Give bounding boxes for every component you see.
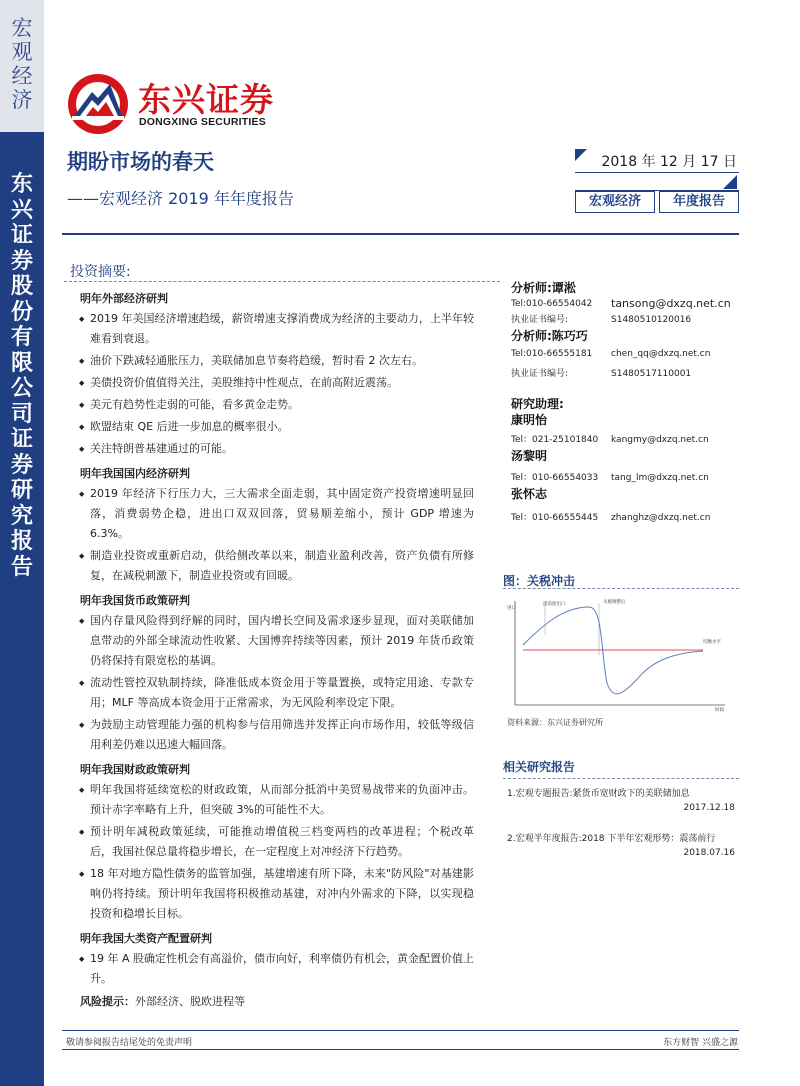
sidebar-company-char: 告 bbox=[10, 554, 33, 580]
related-report bbox=[507, 787, 737, 815]
cert-number: S1480510120016 bbox=[611, 315, 692, 325]
sidebar-category-char: 观 bbox=[11, 40, 33, 64]
summary-bullet: ◆ 19 年 A 股确定性机会有高溢价，债市向好，利率债仍有机会，黄金配置价值上升。 bbox=[80, 949, 474, 989]
sidebar-company-char: 份 bbox=[10, 299, 33, 325]
report-title: 期盼市场的春天 bbox=[67, 150, 214, 174]
sidebar-company-char: 兴 bbox=[10, 197, 33, 223]
summary-bullet: ◆ 2019 年美国经济增速趋缓，薪资增速支撑消费成为经济的主要动力，上半年较难看到衰退。 bbox=[80, 309, 474, 349]
risk-text: 外部经济、脱欧进程等 bbox=[135, 995, 245, 1008]
analyst-contact bbox=[511, 346, 741, 362]
summary-heading: 投资摘要: bbox=[70, 264, 131, 280]
footer-rule bbox=[62, 1049, 739, 1050]
cert-label: 执业证书编号: bbox=[511, 369, 569, 379]
assistant-name: 汤黎明 bbox=[511, 449, 548, 463]
summary-bullet: ◆ 油价下跌减轻通胀压力，美联储加息节奏将趋缓，暂时看 2 次左右。 bbox=[80, 351, 474, 371]
analyst-email: chen_qq@dxzq.net.cn bbox=[611, 349, 711, 359]
related-report bbox=[507, 832, 737, 860]
assistant-email: kangmy@dxzq.net.cn bbox=[611, 435, 709, 445]
assistant-contact bbox=[511, 510, 741, 526]
cert-label: 执业证书编号: bbox=[511, 315, 569, 325]
sidebar-category-char: 经 bbox=[11, 64, 33, 88]
summary-section-title: 明年我国国内经济研判 bbox=[80, 467, 190, 480]
related-report-title: 1.宏观专题报告:紧货币宽财政下的美联储加息 bbox=[507, 789, 690, 799]
sidebar-company-char: 司 bbox=[10, 401, 33, 427]
assistant-tel: Tel：010-66555445 bbox=[511, 513, 599, 523]
report-type-tag: 年度报告 bbox=[659, 191, 739, 213]
summary-bullet: ◆ 欧盟结束 QE 后进一步加息的概率很小。 bbox=[80, 417, 474, 437]
summary-bullet: ◆ 美债投资价值值得关注，美股维持中性观点，在前高附近震荡。 bbox=[80, 373, 474, 393]
summary-bullet: ◆ 流动性管控双轨制持续，降准低成本资金用于等量置换，或特定用途、专款专用；MLF 等高成本资金用于正常需求，为无风险利率设定下限。 bbox=[80, 673, 474, 713]
summary-section-title: 明年我国财政政策研判 bbox=[80, 763, 190, 776]
assistant-contact bbox=[511, 470, 741, 486]
sidebar-company-char: 究 bbox=[10, 503, 33, 529]
header-divider bbox=[62, 233, 739, 235]
figure-title: 图：关税冲击 bbox=[503, 574, 576, 588]
sidebar-company bbox=[0, 132, 44, 1086]
corner-triangle-icon bbox=[723, 175, 737, 189]
sidebar-company-char: 公 bbox=[10, 376, 33, 401]
report-subtitle: ——宏观经济 2019 年年度报告 bbox=[67, 189, 294, 208]
diagram-import-curve bbox=[523, 607, 703, 694]
summary-section-title: 明年我国货币政策研判 bbox=[80, 594, 190, 607]
logo-chinese-name: 东兴证券 bbox=[138, 80, 274, 119]
summary-section-title: 明年外部经济研判 bbox=[80, 292, 168, 305]
analyst-tel: Tel:010-66555181 bbox=[511, 349, 593, 359]
sidebar-company-label bbox=[0, 172, 44, 580]
tariff-shock-diagram bbox=[503, 595, 739, 713]
report-date: 2018 年 12 月 17 日 bbox=[601, 154, 737, 170]
diagram-label-equilibrium: 均衡水平 bbox=[703, 640, 721, 645]
corner-triangle-icon bbox=[575, 149, 587, 161]
assistant-tel: Tel：010-66554033 bbox=[511, 473, 599, 483]
summary-section-title: 明年我国大类资产配置研判 bbox=[80, 932, 212, 945]
sidebar-company-char: 券 bbox=[10, 248, 33, 274]
summary-bullet: ◆ 预计明年减税政策延续，可能推动增值税三档变两档的改革进程；个税改革后，我国社保总量将稳步增长，在一定程度上对冲经济下行趋势。 bbox=[80, 822, 474, 862]
footer-rule bbox=[62, 1030, 739, 1031]
summary-bullet: ◆ 为鼓励主动管理能力强的机构参与信用筛选并发挥正向市场作用，较低等级信用利差仍难以迅速大幅回落。 bbox=[80, 715, 474, 755]
cert-number: S1480517110001 bbox=[611, 369, 692, 379]
sidebar-company-char: 东 bbox=[10, 172, 33, 197]
related-divider bbox=[503, 778, 739, 779]
footer-disclaimer: 敬请参阅报告结尾处的免责声明 bbox=[66, 1038, 193, 1048]
sidebar-company-char: 证 bbox=[10, 223, 33, 248]
footer-slogan: 东方财智 兴盛之源 bbox=[663, 1038, 738, 1048]
sidebar-company-char: 限 bbox=[10, 350, 33, 376]
summary-body bbox=[80, 291, 474, 1011]
report-meta-box bbox=[575, 149, 739, 213]
figure-source: 资料来源：东兴证券研究所 bbox=[507, 718, 603, 727]
analyst-cert bbox=[511, 312, 741, 328]
related-heading: 相关研究报告 bbox=[503, 760, 576, 774]
summary-bullet: ◆ 关注特朗普基建通过的可能。 bbox=[80, 439, 474, 459]
sidebar-category bbox=[0, 0, 44, 132]
sidebar-company-char: 证 bbox=[10, 427, 33, 452]
analyst-panel bbox=[511, 280, 741, 526]
summary-bullet: ◆ 明年我国将延续宽松的财政政策，从而部分抵消中美贸易战带来的负面冲击。预计赤字率略有上升，但突破 3%的可能性不大。 bbox=[80, 780, 474, 820]
summary-bullet: ◆ 18 年对地方隐性债务的监管加强，基建增速有所下降，未来"防风险"对基建影响仍将持续。预计明年我国将积极推动基建，对冲内外需求的下降，以实现稳投资和稳增长目标。 bbox=[80, 864, 474, 924]
logo-english-name: DONGXING SECURITIES bbox=[139, 116, 266, 128]
summary-divider bbox=[64, 281, 500, 282]
assistant-contact bbox=[511, 432, 741, 448]
assistant-email: tang_lm@dxzq.net.cn bbox=[611, 473, 709, 483]
diagram-y-label: 进口 bbox=[507, 606, 516, 611]
assistant-name: 康明怡 bbox=[511, 413, 548, 427]
sidebar-company-char: 报 bbox=[10, 529, 33, 554]
summary-bullet: ◆ 美元有趋势性走弱的可能，看多黄金走势。 bbox=[80, 395, 474, 415]
diagram-label-after: 关税调整后 bbox=[603, 600, 626, 605]
meta-divider bbox=[575, 173, 739, 191]
risk-note bbox=[80, 993, 474, 1011]
figure-divider bbox=[503, 588, 739, 589]
assistant-tel: Tel：021-25101840 bbox=[511, 435, 599, 445]
analyst-name: 分析师:陈巧巧 bbox=[511, 329, 588, 343]
sidebar-category-label bbox=[0, 16, 44, 112]
diagram-label-front-load: 提前抢出口 bbox=[543, 602, 566, 607]
assistants-heading: 研究助理: bbox=[511, 397, 564, 411]
risk-label: 风险提示： bbox=[80, 995, 135, 1008]
sidebar-company-char: 券 bbox=[10, 452, 33, 478]
sidebar-company-char: 有 bbox=[10, 325, 33, 350]
analyst-tel: Tel:010-66554042 bbox=[511, 299, 593, 309]
summary-bullet: ◆ 国内存量风险得到纾解的同时，国内增长空间及需求逐步显现，面对美联储加息带动的外部全球流动性收紧、大国博弈持续等因素，预计 2019 年货币政策仍将保持有限宽松的基调。 bbox=[80, 611, 474, 671]
analyst-cert bbox=[511, 366, 741, 382]
sidebar-company-char: 研 bbox=[10, 478, 33, 503]
sidebar-category-char: 济 bbox=[11, 88, 33, 112]
category-tag: 宏观经济 bbox=[575, 191, 655, 213]
logo-mark-icon bbox=[66, 72, 130, 136]
analyst-contact bbox=[511, 296, 741, 312]
summary-bullet: ◆ 制造业投资或重新启动，供给侧改革以来，制造业盈利改善，资产负债有所修复，在减税刺激下，制造业投资或有回暖。 bbox=[80, 546, 474, 586]
related-report-date: 2018.07.16 bbox=[683, 848, 735, 858]
summary-bullet: ◆ 2019 年经济下行压力大，三大需求全面走弱，其中固定资产投资增速明显回落，消费弱势企稳，进出口双双回落，贸易顺差缩小，预计 GDP 增速为 6.3%。 bbox=[80, 484, 474, 544]
sidebar-company-char: 股 bbox=[10, 274, 33, 299]
related-report-date: 2017.12.18 bbox=[683, 803, 735, 813]
analyst-email: tansong@dxzq.net.cn bbox=[611, 297, 731, 310]
date-row bbox=[575, 149, 739, 173]
assistant-email: zhanghz@dxzq.net.cn bbox=[611, 513, 711, 523]
diagram-x-label: 时间 bbox=[715, 708, 724, 713]
sidebar-category-char: 宏 bbox=[11, 16, 33, 40]
analyst-name: 分析师:谭淞 bbox=[511, 281, 576, 295]
related-report-title: 2.宏观半年度报告:2018 下半年宏观形势：震荡前行 bbox=[507, 834, 716, 844]
assistant-name: 张怀志 bbox=[511, 487, 548, 501]
